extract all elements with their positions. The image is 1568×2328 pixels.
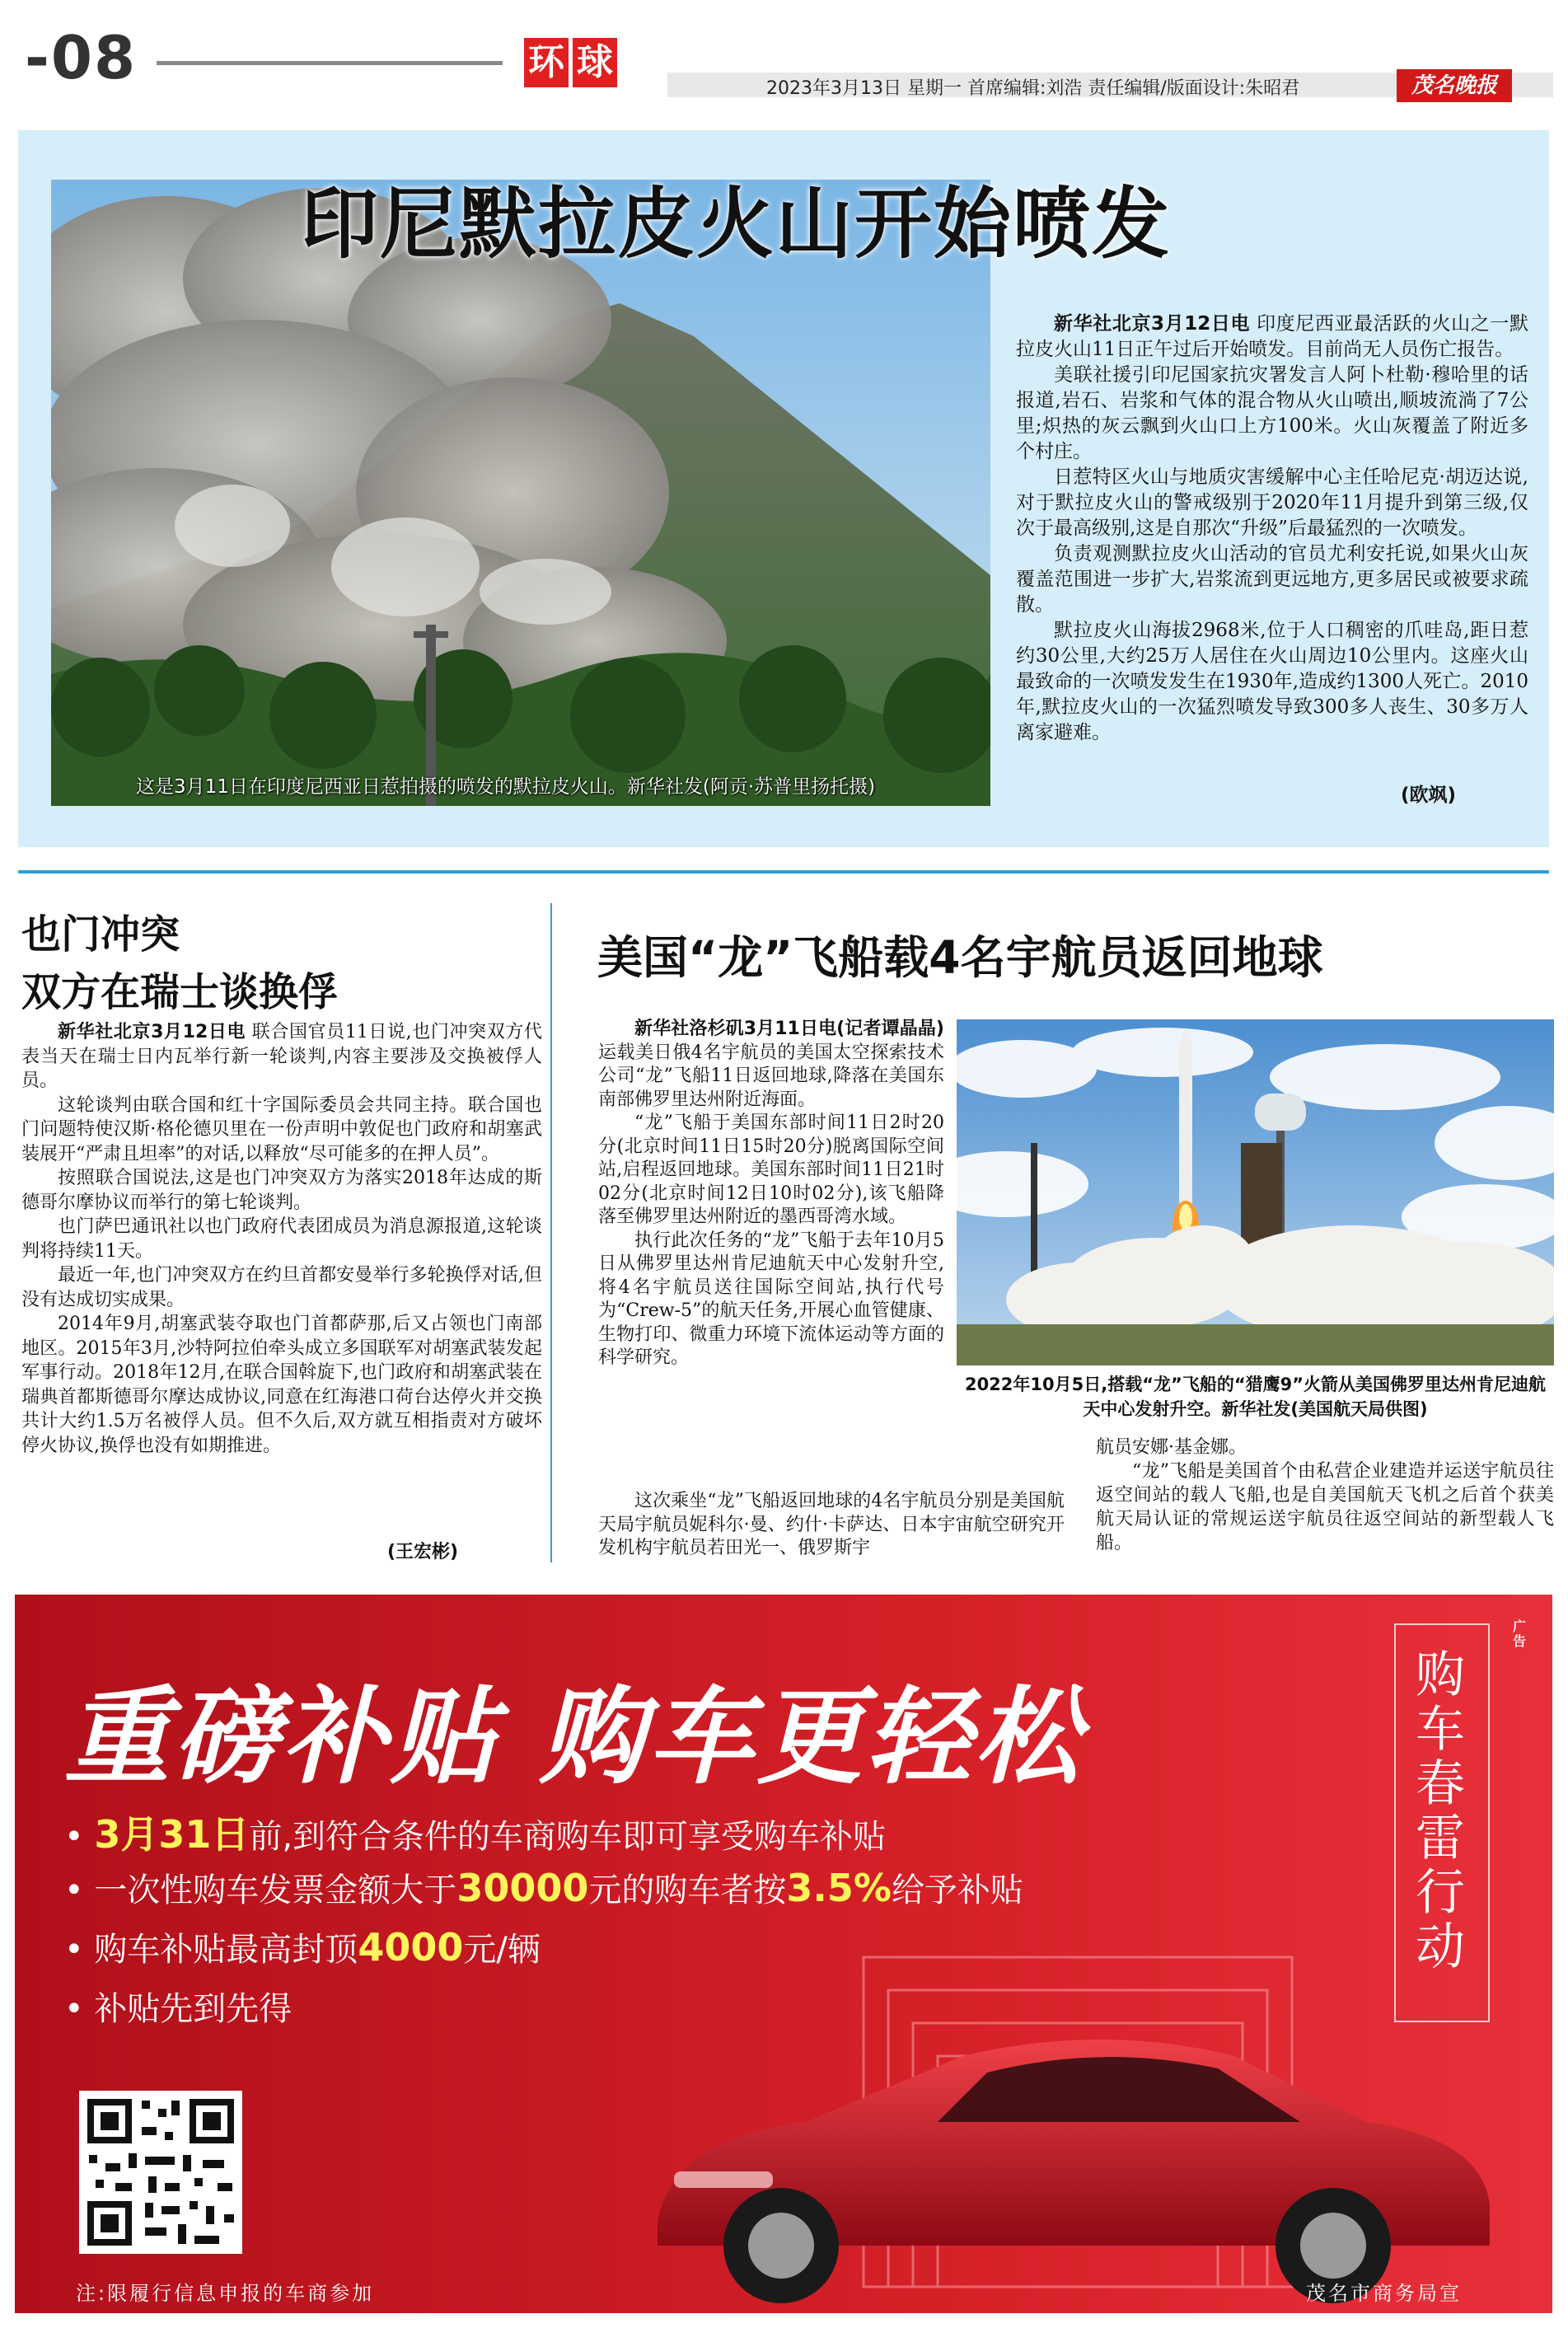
volcano-author: (欧飒) [1401,785,1457,806]
yemen-article-body [21,1020,542,1458]
ad-bullet-1-highlight: 3月31日 [94,1812,250,1857]
volcano-headline: 印尼默拉皮火山开始喷发 [301,180,1172,269]
ad-footnote: 注:限履行信息申报的车商参加 [76,2282,375,2305]
dragon-launch-photo[interactable] [957,1019,1554,1365]
yemen-paragraph-6: 2014年9月,胡塞武装夺取也门首都萨那,后又占领也门南部地区。2015年3月,沙特阿拉伯牵头成立多国联军对胡塞武装发起军事行动。2018年12月,在联合国斡旋下,也门政府和胡塞武装在瑞典首都斯德哥尔摩达成协议,同意在红海港口荷台达停火并交换共计大约1.5万名被俘人员。但不久后,双方就互相指责对方破坏停火协议,换俘也没有如期推进。 [21,1314,542,1456]
ad-bullet-2-amount: 30000 [456,1866,589,1910]
volcano-paragraph-2: 美联社援引印尼国家抗灾署发言人阿卜杜勒·穆哈里的话报道,岩石、岩浆和气体的混合物从火山喷出,顺坡流淌了7公里;炽热的灰云飘到火山口上方100米。火山灰覆盖了附近多个村庄。 [1016,364,1528,462]
dragon-paragraph-4-cont: 航员安娜·基金娜。 [1096,1437,1247,1458]
dragon-photo-caption: 2022年10月5日,搭载“龙”飞船的“猎鹰9”火箭从美国佛罗里达州肯尼迪航天中心发射升空。新华社发(美国航天局供图) [964,1375,1547,1419]
dragon-paragraph-2: “龙”飞船于美国东部时间11日2时20分(北京时间11日15时20分)脱离国际空间站,启程返回地球。美国东部时间11日21时02分(北京时间12日10时02分),该飞船降落至佛罗里达州附近的墨西哥湾水域。 [598,1112,944,1227]
volcano-paragraph-1 [1016,311,1528,363]
yemen-title-line1: 也门冲突 [21,911,180,958]
yemen-paragraph-3: 按照联合国说法,这是也门冲突双方为落实2018年达成的斯德哥尔摩协议而举行的第七轮谈判。 [21,1168,542,1213]
yemen-title-line2: 双方在瑞士谈换俘 [21,969,339,1015]
ad-bullet-3-text-a: 购车补贴最高封顶 [94,1931,358,1969]
ad-bullet-3: • 购车补贴最高封顶4000元/辆 [64,1925,541,1970]
dragon-article-column-1-end [598,1490,1065,1561]
dragon-paragraph-5: “龙”飞船是美国首个由私营企业建造并运送宇航员往返空间站的载人飞船,也是自美国航天飞机之后首个获美航天局认证的常规运送宇航员往返空间站的新型载人飞船。 [1096,1461,1554,1553]
volcano-paragraph-5: 默拉皮火山海拔2968米,位于人口稠密的爪哇岛,距日惹约30公里,大约25万人居住在火山周边10公里内。这座火山最致命的一次喷发发生在1930年,造成约1300人死亡。2010年,默拉皮火山的一次猛烈喷发导致300多人丧生、30多万人离家避难。 [1016,620,1528,743]
yemen-paragraph-1 [21,1020,542,1094]
campaign-char-6: 动 [1416,1918,1465,1976]
ad-bullet-2: • 一次性购车发票金额大于30000元的购车者按3.5%给予补贴 [64,1866,1023,1910]
dragon-article-column-1 [598,1018,944,1370]
qr-code-icon [79,2091,242,2254]
ad-sponsor: 茂名市商务局宣 [1306,2282,1462,2305]
dragon-paragraph-1-text: 运载美日俄4名宇航员的美国太空探索技术公司“龙”飞船11日返回地球,降落在美国东南部佛罗里达州附近海面。 [598,1042,944,1110]
volcano-photo-caption: 这是3月11日在印度尼西亚日惹拍摄的喷发的默拉皮火山。新华社发(阿贡·苏普里扬托摄) [136,776,876,798]
campaign-char-2: 车 [1416,1701,1465,1759]
masthead-logo: 茂名晚报 [1397,69,1512,102]
dragon-paragraph-1 [598,1018,944,1112]
yemen-author: (王宏彬) [387,1542,459,1562]
ad-bullet-1-text: 前,到符合条件的车商购车即可享受购车补贴 [249,1818,887,1856]
ad-bullet-3-amount: 4000 [358,1925,464,1970]
dragon-headline: 美国“龙”飞船载4名宇航员返回地球 [597,931,1323,984]
yemen-paragraph-2: 这轮谈判由联合国和红十字国际委员会共同主持。联合国也门问题特使汉斯·格伦德贝里在一份声明中敦促也门政府和胡塞武装展开“严肃且坦率”的对话,以释放“尽可能多的在押人员”。 [21,1094,542,1164]
dragon-paragraph-4: 这次乘坐“龙”飞船返回地球的4名宇航员分别是美国航天局宇航员妮科尔·曼、约什·卡萨达、日本宇宙航空研究开发机构宇航员若田光一、俄罗斯宇 [598,1491,1065,1558]
yemen-paragraph-1-text: 联合国官员11日说,也门冲突双方代表当天在瑞士日内瓦举行新一轮谈判,内容主要涉及交换被俘人员。 [21,1022,542,1091]
dragon-dateline: 新华社洛杉矶3月11日电(记者谭晶晶) [634,1019,944,1039]
section-label-char-1: 环 [524,38,569,87]
volcano-paragraph-1-text: 印度尼西亚最活跃的火山之一默拉皮火山11日正午过后开始喷发。目前尚无人员伤亡报告。 [1016,313,1529,360]
ad-bullet-4-text: 补贴先到先得 [94,1990,293,2028]
yemen-dateline: 新华社北京3月12日电 [58,1022,246,1042]
ad-bullet-4: • 补贴先到先得 [64,1990,293,2028]
header-rule [157,61,503,65]
campaign-char-4: 雷 [1416,1810,1465,1867]
volcano-paragraph-3: 日惹特区火山与地质灾害缓解中心主任哈尼克·胡迈达说,对于默拉皮火山的警戒级别于2020年11月提升到第三级,仅次于最高级别,这是自那次“升级”后最猛烈的一次喷发。 [1016,466,1528,539]
volcano-photo[interactable] [51,180,990,806]
volcano-paragraph-4: 负责观测默拉皮火山活动的官员尤利安托说,如果火山灰覆盖范围进一步扩大,岩浆流到更远地方,更多居民或被要求疏散。 [1016,543,1528,616]
ad-bullet-3-text-b: 元/辆 [463,1931,541,1969]
campaign-char-3: 春 [1416,1755,1465,1813]
volcano-dateline: 新华社北京3月12日电 [1054,313,1251,335]
dragon-paragraph-3: 执行此次任务的“龙”飞船于去年10月5日从佛罗里达州肯尼迪航天中心发射升空,将4名宇航员送往国际空间站,执行代号为“Crew-5”的航天任务,开展心血管健康、生物打印、微重力环境下流体运动等方面的科学研究。 [598,1230,944,1368]
header-date-editors: 2023年3月13日 星期一 首席编辑:刘浩 责任编辑/版面设计:朱昭君 [766,78,1300,99]
ad-bullet-2-text-c: 给予补贴 [891,1871,1023,1909]
volcano-illustration [51,180,990,806]
ad-bullet-2-text-b: 元的购车者按 [588,1871,787,1909]
rocket-launch-illustration [957,1019,1554,1365]
ad-mark: 广告 [1513,1618,1527,1649]
ad-bullet-2-rate: 3.5% [786,1866,892,1910]
section-label-char-2: 球 [573,38,617,87]
ad-headline: 重磅补贴 购车更轻松 [64,1676,1084,1799]
column-divider [550,903,552,1562]
campaign-char-1: 购 [1416,1646,1465,1704]
dragon-article-column-2 [1096,1436,1554,1555]
volcano-article-body [1016,311,1528,746]
campaign-char-5: 行 [1416,1864,1465,1922]
ad-bullet-1: • 3月31日前,到符合条件的车商购车即可享受购车补贴 [64,1812,887,1857]
ad-bullet-2-text-a: 一次性购车发票金额大于 [94,1871,457,1909]
yemen-paragraph-4: 也门萨巴通讯社以也门政府代表团成员为消息源报道,这轮谈判将持续11天。 [21,1216,542,1262]
page-number: -08 [25,23,138,92]
section-divider [18,870,1549,874]
yemen-paragraph-5: 最近一年,也门冲突双方在约旦首都安曼举行多轮换俘对话,但没有达成切实成果。 [21,1265,542,1310]
ad-campaign-title [1411,1648,1470,1974]
qr-code[interactable] [79,2091,242,2254]
